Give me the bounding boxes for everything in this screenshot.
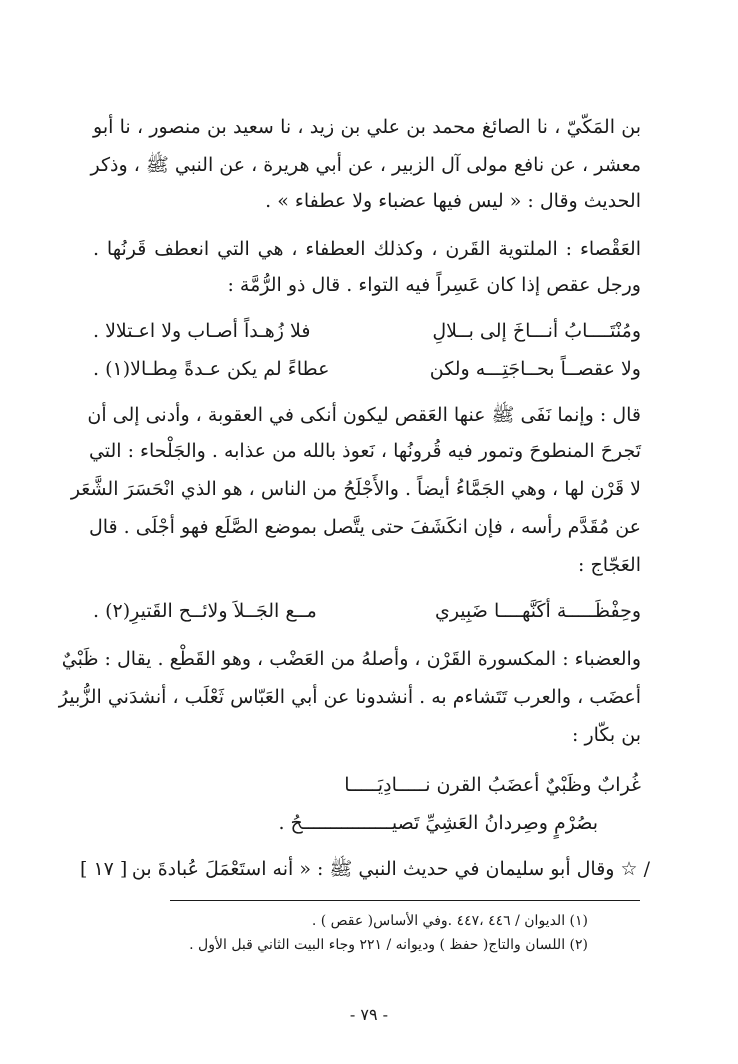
text-line-10: العَجّاج : bbox=[578, 554, 641, 576]
text-line-8: لا قَرْن لها ، وهي الجَمَّاءُ أيضاً . والأَجْلَحُ من الناس ، هو الذي انْحَسَرَ الشَّعَر bbox=[70, 478, 641, 500]
text-line-11: والعضباء : المكسورة القَرْن ، وأصلهُ من العَضْب ، وهو القَطْع . يقال : ظَبْيٌ bbox=[61, 648, 641, 670]
text-line-12: أعضَب ، والعرب تَتَشاءم به . أنشدونا عن أبي العَبّاس ثَعْلَب ، أنشدَني الزُّبيرُ bbox=[58, 686, 641, 708]
page-number: - ٧٩ - bbox=[349, 1005, 389, 1024]
text-line-1: بن المَكّيّ ، نا الصائغ محمد بن علي بن زيد ، نا سعيد بن منصور ، نا أبو bbox=[93, 116, 641, 138]
footnote-separator bbox=[170, 900, 640, 901]
footnote-2: (٢) اللسان والتاج( حفظ ) وديوانه / ٢٢١ وجاء البيت الثاني قبل الأول . bbox=[189, 937, 588, 953]
verse-1-first-hemistich: ومُنْتَــــابُ أنـــاخَ إلى بــلالِ bbox=[432, 320, 641, 342]
text-line-4: العَقْصاء : الملتوية القَرن ، وكذلك العطفاء ، هي التي انعطف قَرنُها . bbox=[93, 238, 641, 260]
poem-line-1: غُرابٌ وظَبْيٌ أعضَبُ القرن نـــــادِيَـــــا bbox=[344, 774, 641, 796]
text-line-9: عن مُقَدَّم رأسه ، فإن انكَشَفَ حتى يتَّصل بموضع الصَّلَع فهو أجْلَى . قال bbox=[88, 516, 641, 538]
reference-line-text: / ☆ وقال أبو سليمان في حديث النبي ﷺ : « أنه استَعْمَلَ عُبادةَ بن bbox=[131, 858, 650, 880]
text-line-3: الحديث وقال : « ليس فيها عضباء ولا عطفاء » . bbox=[265, 190, 641, 212]
poem-line-2: بصُرْمٍ وصِردانُ العَشِيِّ تَصيــــــــــــــــحُ . bbox=[278, 812, 598, 834]
text-line-6: قال : وإنما نَفَى ﷺ عنها العَقص ليكون أنكى في العقوبة ، وأدنى إلى أن bbox=[87, 404, 641, 426]
verse-2 bbox=[93, 354, 641, 384]
text-line-2: معشر ، عن نافع مولى آل الزبير ، عن أبي هريرة ، عن النبي ﷺ ، وذكر bbox=[90, 154, 641, 176]
verse-3-first-hemistich: وحِفْظَـــــة أكَنَّهــــا ضَبِيري bbox=[434, 600, 641, 622]
reference-line bbox=[80, 854, 650, 884]
text-line-5: ورجل عقص إذا كان عَسِراً فيه التواء . قال ذو الرُّمَّة : bbox=[227, 274, 641, 296]
verse-1 bbox=[93, 316, 641, 346]
verse-2-second-hemistich: عطاءً لم يكن عـدةً مِطـالا(١) . bbox=[93, 358, 330, 380]
verse-3 bbox=[93, 596, 641, 626]
page-reference-marker: [ ١٧ ] bbox=[80, 858, 128, 880]
verse-3-second-hemistich: مــع الجَــلاَ ولائــح القَتيرِ(٢) . bbox=[93, 600, 317, 622]
footnote-1: (١) الديوان / ٤٤٦ ،٤٤٧ .وفي الأساس( عقص ) . bbox=[311, 913, 588, 929]
text-line-7: تَجرحَ المنطوحَ وتمور فيه قُرونُها ، نَعوذ بالله من عذابه . والجَلْحاء : التي bbox=[88, 440, 641, 462]
verse-1-second-hemistich: فلا زُهـداً أصـاب ولا اعـتلالا . bbox=[93, 320, 311, 342]
text-line-13: بن بكّار : bbox=[572, 724, 641, 746]
verse-2-first-hemistich: ولا عقصــاً بحــاجَتِـــه ولكن bbox=[429, 358, 641, 380]
